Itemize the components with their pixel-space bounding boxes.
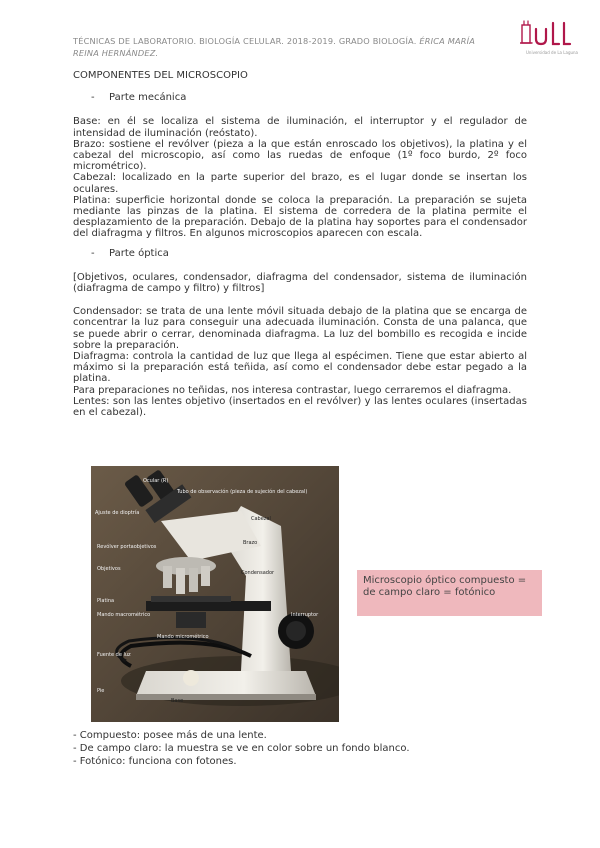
label-dioptria: Ajuste de dioptría — [95, 510, 140, 516]
label-brazo: Brazo — [243, 540, 258, 546]
label-interruptor: Interruptor — [291, 612, 319, 618]
label-tubo: Tubo de observación (pieza de sujeción del cabezal) — [177, 489, 308, 495]
label-cabezal: Cabezal — [251, 516, 271, 522]
label-condensador: Condensador — [241, 570, 275, 576]
paragraph-optical-list: [Objetivos, oculares, condensador, diafragma del condensador, sistema de iluminación (diafragma de campo y filtro) y filtros] — [73, 271, 527, 295]
paragraph-platina: Platina: superficie horizontal donde se coloca la preparación. La preparación se sujeta mediante las pinzas de la platina. El sistema de corredera de la platina permite el desplazamiento de la preparación. Debajo de la platina hay soportes para el condensador del diafragma y filtros. En algunos microscopios aparecen con escala. — [73, 194, 527, 240]
header-author-first: ÉRICA MARÍA — [419, 36, 476, 46]
paragraph-diafragma: Diafragma: controla la cantidad de luz que llega al espécimen. Tiene que estar abierto al máximo si la preparación está teñida, así como el condensador debe estar pegado a la platina. — [73, 351, 527, 385]
bullet-optical-label: Parte óptica — [109, 247, 169, 259]
page-title: COMPONENTES DEL MICROSCOPIO — [73, 70, 248, 81]
note-campo-claro: - De campo claro: la muestra se ve en color sobre un fondo blanco. — [73, 743, 410, 754]
bullet-mechanical-label: Parte mecánica — [109, 92, 187, 104]
label-platina: Platina — [97, 598, 115, 604]
microscope-illustration — [91, 466, 339, 722]
paragraph-brazo: Brazo: sostiene el revólver (pieza a la que están enroscado los objetivos), la platina y el cabezal del microscopio, así como las ruedas de enfoque (1º foco burdo, 2º foco micrométrico). — [73, 138, 527, 173]
bullet-optical: - Parte óptica — [91, 247, 169, 259]
document-header — [73, 35, 493, 59]
paragraph-cabezal: Cabezal: localizado en la parte superior del brazo, es el lugar donde se insertan los oculares. — [73, 172, 527, 195]
label-macro: Mando macrométrico — [97, 612, 151, 618]
label-ocular: Ocular (R) — [143, 478, 169, 484]
paragraph-lentes: Lentes: son las lentes objetivo (insertados en el revólver) y las lentes oculares (insertadas en el cabezal). — [73, 395, 527, 419]
bullet-mechanical: - Parte mecánica — [91, 92, 187, 104]
header-author-last: REINA HERNÁNDEZ. — [73, 48, 159, 58]
paragraph-preparaciones: Para preparaciones no teñidas, nos interesa contrastar, luego cerraremos el diafragma. — [73, 384, 512, 396]
note-compuesto: - Compuesto: posee más de una lente. — [73, 730, 267, 741]
main-content — [73, 70, 527, 418]
label-pie: Pie — [97, 688, 105, 694]
paragraph-base: Base: en él se localiza el sistema de iluminación, el interruptor y el regulador de intensidad de iluminación (reóstato). — [73, 116, 527, 139]
callout-box: Microscopio óptico compuesto = de campo claro = fotónico — [357, 570, 542, 616]
ull-logo-icon — [520, 15, 582, 55]
paragraph-condensador: Condensador: se trata de una lente móvil situada debajo de la platina que se encarga de concentrar la luz para conseguir una adecuada iluminación. Consta de una palanca, que se puede abrir o cerrar, denominada diafragma. La luz del bombillo es recogida e incide sobre la preparación. — [73, 306, 527, 351]
microscope-figure — [91, 466, 339, 722]
label-base: Base — [171, 698, 184, 704]
logo-subtitle: Universidad de La Laguna — [526, 50, 579, 55]
label-luz: Fuente de luz — [97, 652, 131, 658]
label-objetivos: Objetivos — [97, 566, 121, 572]
label-portaobjetivos: Revólver portaobjetivos — [97, 544, 157, 550]
header-course: TÉCNICAS DE LABORATORIO. BIOLOGÍA CELULAR. 2018-2019. GRADO BIOLOGÍA. — [73, 36, 420, 46]
note-fotonico: - Fotónico: funciona con fotones. — [73, 756, 237, 767]
label-micro: Mando micrométrico — [157, 634, 209, 640]
notes-list — [73, 729, 410, 768]
